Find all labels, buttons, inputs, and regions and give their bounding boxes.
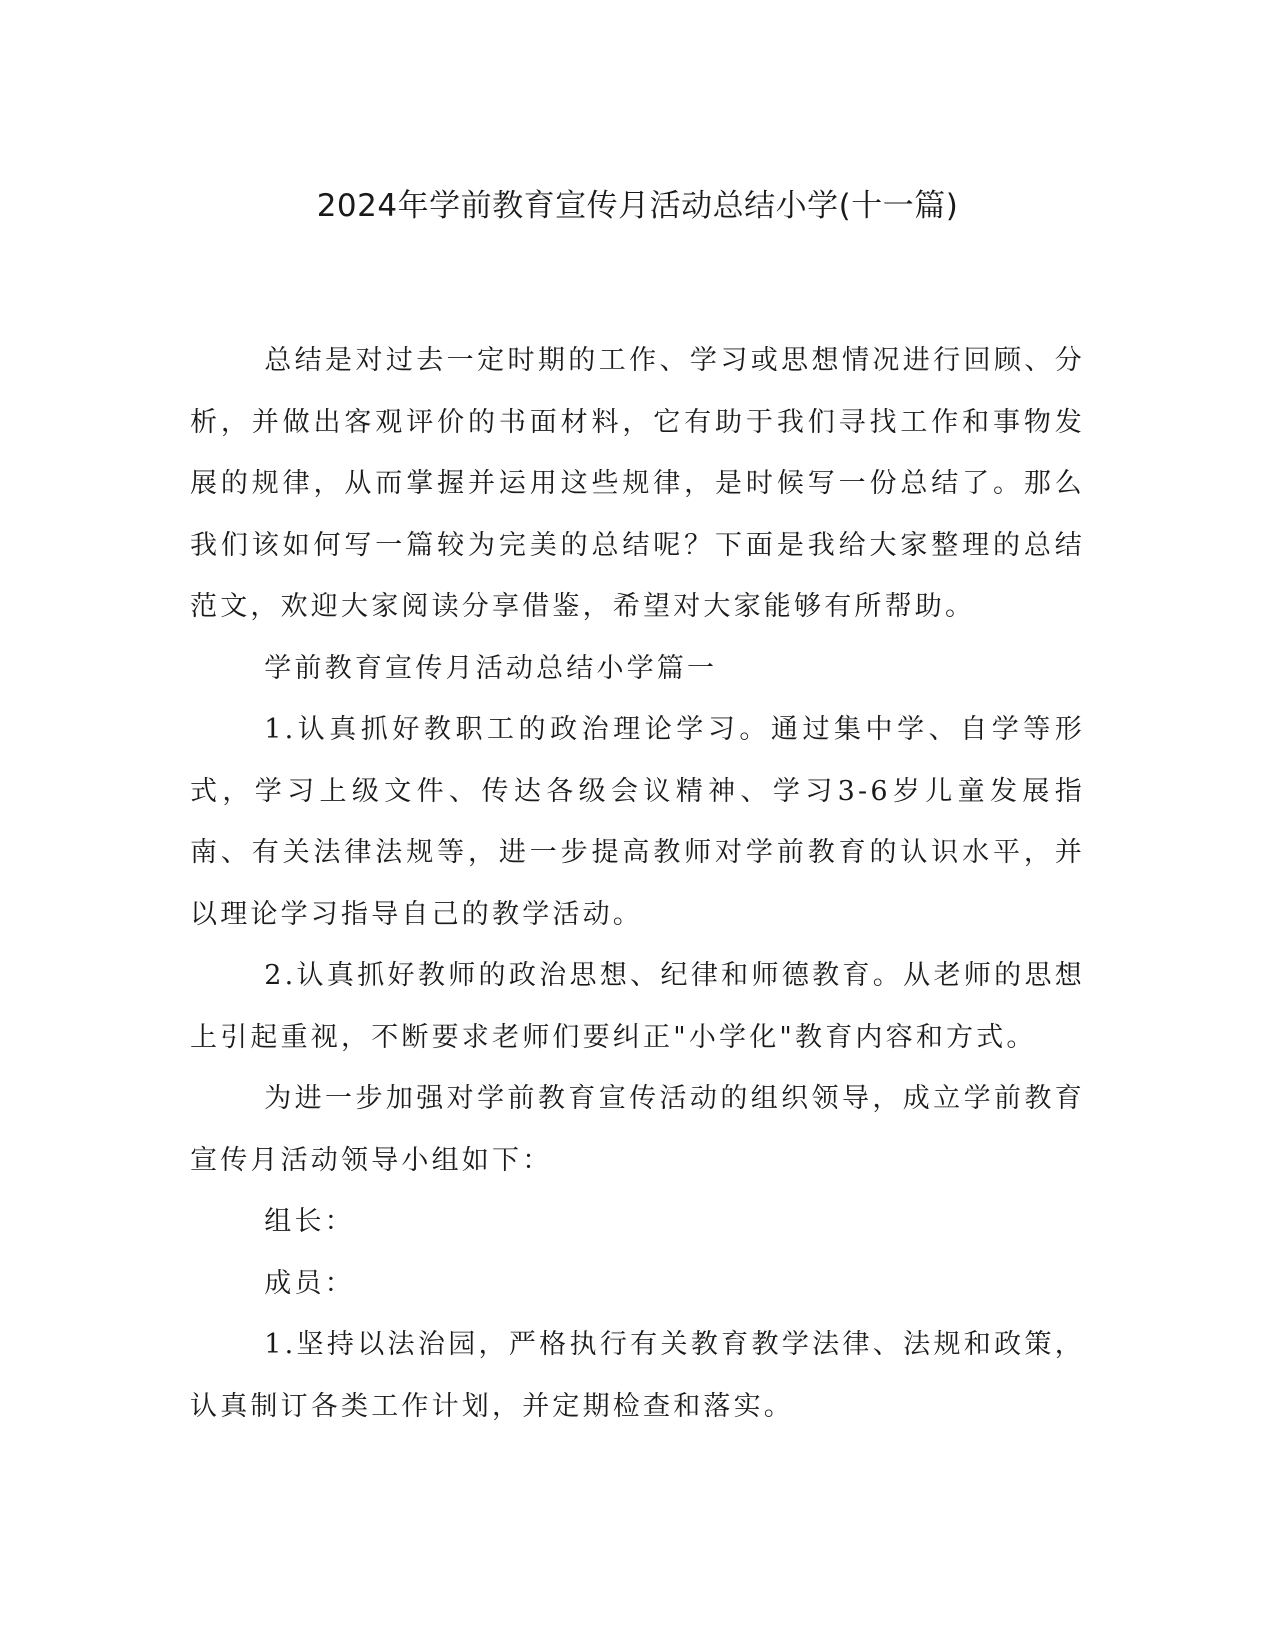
paragraph-item-1: 1.认真抓好教职工的政治理论学习。通过集中学、自学等形式，学习上级文件、传达各级会议精神、学习3-6岁儿童发展指南、有关法律法规等，进一步提高教师对学前教育的认识水平，并以理论学习指导自己的教学活动。 — [190, 714, 1085, 930]
document-body — [190, 330, 1085, 1437]
paragraph-members: 成员： — [264, 1267, 355, 1299]
paragraph-leadership: 为进一步加强对学前教育宣传活动的组织领导，成立学前教育宣传月活动领导小组如下： — [190, 1083, 1085, 1176]
section-heading: 学前教育宣传月活动总结小学篇一 — [264, 652, 718, 684]
paragraph-law: 1.坚持以法治园，严格执行有关教育教学法律、法规和政策，认真制订各类工作计划，并定期检查和落实。 — [190, 1329, 1085, 1422]
document-title: 2024年学前教育宣传月活动总结小学(十一篇) — [316, 188, 959, 224]
paragraph-item-2: 2.认真抓好教师的政治思想、纪律和师德教育。从老师的思想上引起重视，不断要求老师们要纠正"小学化"教育内容和方式。 — [190, 960, 1085, 1053]
paragraph-leader: 组长： — [264, 1206, 355, 1237]
paragraph-intro: 总结是对过去一定时期的工作、学习或思想情况进行回顾、分析，并做出客观评价的书面材料，它有助于我们寻找工作和事物发展的规律，从而掌握并运用这些规律，是时候写一份总结了。那么我们该如何写一篇较为完美的总结呢？下面是我给大家整理的总结范文，欢迎大家阅读分享借鉴，希望对大家能够有所帮助。 — [190, 345, 1085, 622]
